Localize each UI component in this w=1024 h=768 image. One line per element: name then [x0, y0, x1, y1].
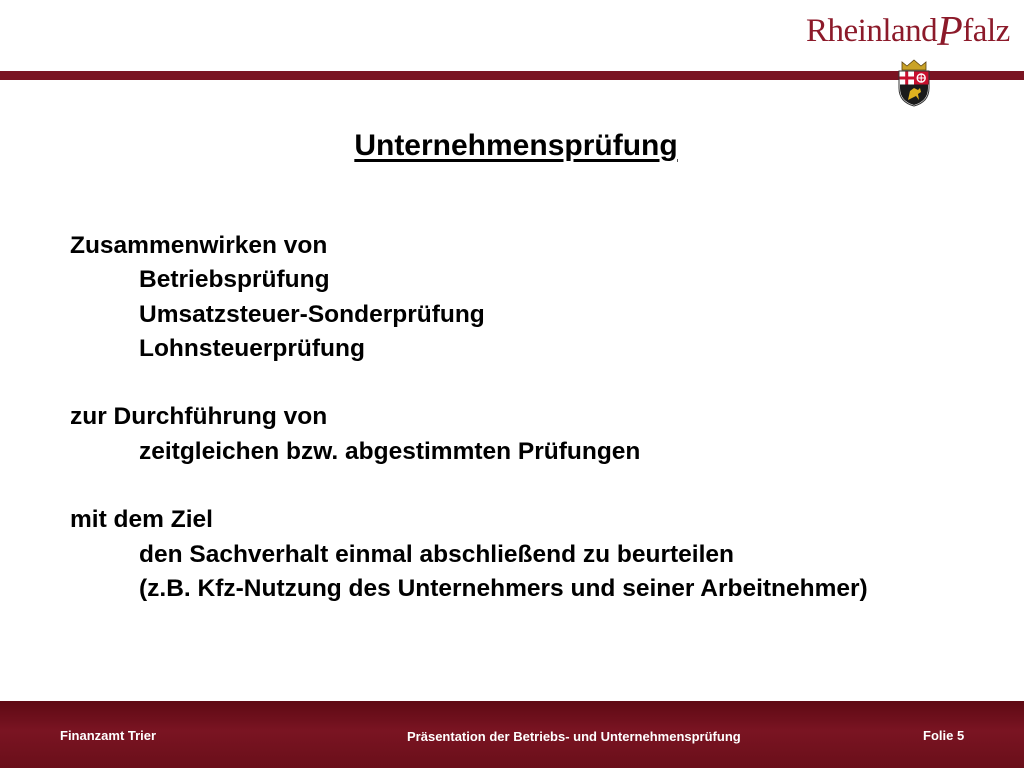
logo-text-p: P	[937, 9, 963, 55]
header-bar	[0, 71, 1024, 80]
spacer	[70, 366, 1010, 400]
footer-slide-number: Folie 5	[923, 728, 965, 743]
section-heading-zusammenwirken: Zusammenwirken von	[70, 232, 328, 259]
list-item-umsatzsteuer-sonderpruefung: Umsatzsteuer-Sonderprüfung	[139, 300, 485, 328]
footer-presentation-title: Präsentation der Betriebs- und Unternehmensprüfung	[407, 729, 741, 744]
spacer	[70, 469, 1010, 503]
coat-of-arms-icon	[894, 58, 934, 108]
list-item-betriebspruefung: Betriebsprüfung	[139, 266, 330, 294]
section-heading-ziel: mit dem Ziel	[70, 506, 213, 534]
list-item-kfz-nutzung: (z.B. Kfz-Nutzung des Unternehmers und seiner Arbeitnehmer)	[139, 574, 868, 602]
list-item-lohnsteuerpruefung: Lohnsteuerprüfung	[139, 334, 365, 362]
footer-office-name: Finanzamt Trier	[60, 728, 157, 743]
footer-bar	[0, 701, 1024, 768]
slide-body	[70, 229, 1010, 606]
rheinland-pfalz-logo	[806, 8, 1010, 55]
list-item-zeitgleiche-pruefungen: zeitgleichen bzw. abgestimmten Prüfungen	[139, 437, 641, 465]
logo-text-falz: falz	[962, 13, 1010, 49]
logo-text-rheinland: Rheinland	[806, 13, 938, 49]
section-heading-durchfuehrung: zur Durchführung von	[70, 403, 328, 431]
slide-title: Unternehmensprüfung	[354, 129, 678, 162]
list-item-sachverhalt: den Sachverhalt einmal abschließend zu beurteilen	[139, 540, 734, 568]
